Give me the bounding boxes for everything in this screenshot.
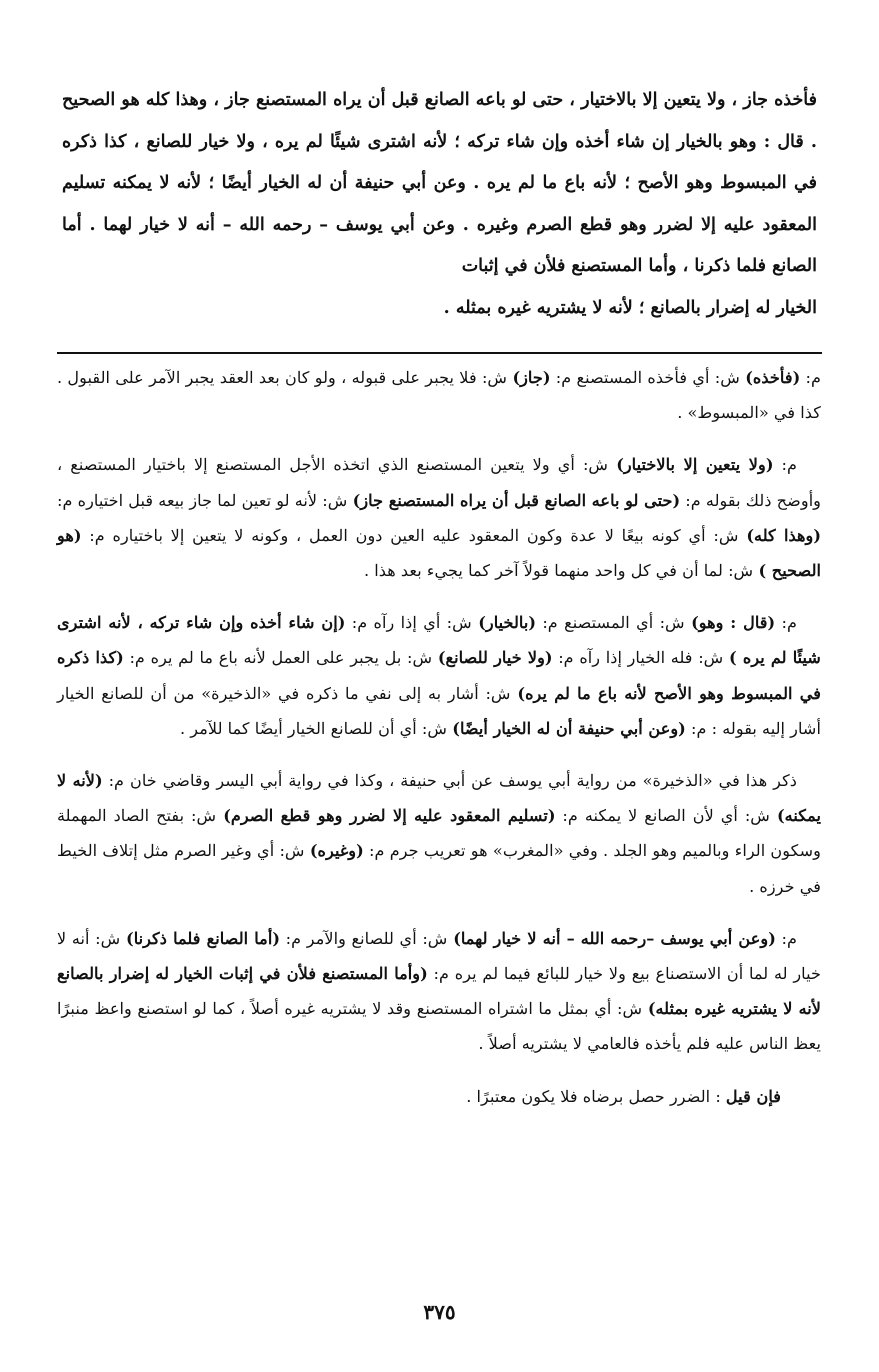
text-run: م:: [773, 455, 797, 475]
bold-quote: (قال : وهو): [691, 613, 776, 633]
text-run: ش: أي كونه بيعًا لا عدة وكون المعقود عليه العين دون العمل ، وكونه لا يتعين إلا باختياره م:: [81, 525, 747, 545]
bold-quote: (حتى لو باعه الصانع قبل أن يراه المستصنع جاز): [352, 490, 681, 510]
text-run: ش: أنه لا خيار له لما أن الاستصناع بيع ولا خيار للبائع فيما لم يره م:: [57, 928, 821, 984]
bold-quote: (بالخيار): [478, 613, 536, 633]
bold-quote: (كذا ذكره في المبسوط وهو الأصح لأنه باع ما لم يره): [57, 648, 821, 703]
text-run: ش: بفتح الصاد المهملة وسكون الراء وبالميم وهو الجلد . وفي «المغرب» هو تعريب جرم م:: [57, 806, 821, 861]
bold-quote: (وعن أبي يوسف –رحمه الله – أنه لا خيار لهما): [453, 928, 776, 948]
bold-quote: (أما الصانع فلما ذكرنا): [126, 928, 281, 948]
bold-quote: (فأخذه): [745, 368, 801, 387]
text-run: ش: لما أن في كل واحد منهما قولاً آخر كما يجيء بعد هذا .: [363, 561, 759, 581]
commentary-paragraph-4: [57, 763, 821, 904]
bold-quote: (وأما المستصنع فلأن في إثبات الخيار له إضرار بالصانع لأنه لا يشتريه غيره بمثله): [57, 964, 821, 1019]
bold-quote: (وغيره): [309, 841, 364, 861]
text-run: ش: أي فأخذه المستصنع م:: [550, 368, 746, 387]
text-run: : الضرر حصل برضاه فلا يكون معتبرًا .: [466, 1086, 726, 1106]
commentary-paragraph-5: [57, 921, 821, 1062]
text-run: ش: أي المستصنع م:: [536, 613, 692, 633]
text-run: ش: أي للصانع والآمر م:: [280, 928, 454, 948]
text-run: ش: بل يجبر على العمل لأنه باع ما لم يره م:: [123, 648, 438, 668]
commentary-block: [57, 360, 821, 1131]
commentary-paragraph-1: [57, 360, 821, 430]
commentary-paragraph-3: [57, 605, 821, 746]
bold-quote: (وهذا كله): [746, 525, 821, 545]
bold-quote: (ولا خيار للصانع): [437, 648, 553, 668]
matn-last-line: الخيار له إضرار بالصانع ؛ لأنه لا يشتريه غيره بمثله .: [443, 297, 817, 318]
matn-main-text: فأخذه جاز ، ولا يتعين إلا بالاختيار ، حتى لو باعه الصانع قبل أن يراه المستصنع جاز ، وهذا كله هو الصحيح . قال : وهو بالخيار إن شاء أخذه وإن شاء تركه ؛ لأنه اشترى شيئًا لم يره ، ولا خيار للصانع ، كذا ذكره في المبسوط وهو الأصح ؛ لأنه باع ما لم يره . وعن أبي حنيفة أن له الخيار أيضًا ؛ لأنه لا يمكنه تسليم المعقود عليه إلا لضرر وهو قطع الصرم وغيره . وعن أبي يوسف – رحمه الله – أنه لا خيار لهما . أما الصانع فلما ذكرنا ، وأما المستصنع فلأن في إثبات: [62, 90, 817, 276]
bold-quote: (جاز): [512, 368, 551, 387]
text-run: ش: أي ولا يتعين المستصنع الذي اتخذه الأجل المستصنع إلا باختيار المستصنع ، وأوضح ذلك بقوله م:: [57, 455, 822, 510]
text-run: ش: أي أن للصانع الخيار أيضًا كما للآمر .: [180, 718, 453, 738]
matn-text-block: [62, 80, 817, 329]
bold-quote: (إن شاء أخذه وإن شاء تركه ، لأنه اشترى شيئًا لم يره ): [57, 613, 821, 668]
text-run: م:: [775, 613, 797, 633]
text-run: م:: [775, 928, 797, 948]
bold-quote: (لأنه لا يمكنه): [57, 771, 822, 826]
page-number: ٣٧٥: [423, 1300, 456, 1324]
bold-quote: (هو الصحيح ): [57, 525, 821, 581]
separator-rule: [57, 352, 822, 354]
text-run: ذكر هذا في «الذخيرة» من رواية أبي يوسف عن أبي حنيفة ، وكذا في رواية أبي اليسر وقاضي خان م:: [102, 771, 797, 791]
text-run: ش: أي لأن الصانع لا يمكنه م:: [555, 806, 777, 826]
text-run: ش: أي وغير الصرم مثل إتلاف الخيط في خرزه .: [57, 841, 821, 896]
text-run: ش: أي إذا رآه م:: [345, 613, 479, 633]
bold-quote: (تسليم المعقود عليه إلا لضرر وهو قطع الصرم): [223, 806, 556, 826]
text-run: ش: فله الخيار إذا رآه م:: [552, 648, 730, 668]
text-run: م:: [800, 368, 821, 387]
bold-quote: (وعن أبي حنيفة أن له الخيار أيضًا): [452, 718, 686, 738]
text-run: ش: لأنه لو تعين لما جاز بيعه قبل اختياره م:: [57, 490, 353, 510]
bold-quote: (ولا يتعين إلا بالاختيار): [616, 455, 774, 475]
text-run: ش: أي بمثل ما اشتراه المستصنع وقد لا يشتريه غيره أصلاً ، كما لو استصنع واعظ منبرًا يعظ الناس عليه فلم يأخذه فالعامي لا يشتريه أصلاً .: [57, 999, 821, 1054]
bold-quote: فإن قيل: [725, 1086, 781, 1106]
commentary-paragraph-6: [57, 1079, 821, 1114]
text-run: ش: فلا يجبر على قبوله ، ولو كان بعد العقد يجبر الآمر على القبول . كذا في «المبسوط» .: [57, 368, 821, 423]
text-run: ش: أشار به إلى نفي ما ذكره في «الذخيرة» من أن للصانع الخيار أشار إليه بقوله : م:: [57, 683, 821, 738]
commentary-paragraph-2: [57, 447, 821, 588]
